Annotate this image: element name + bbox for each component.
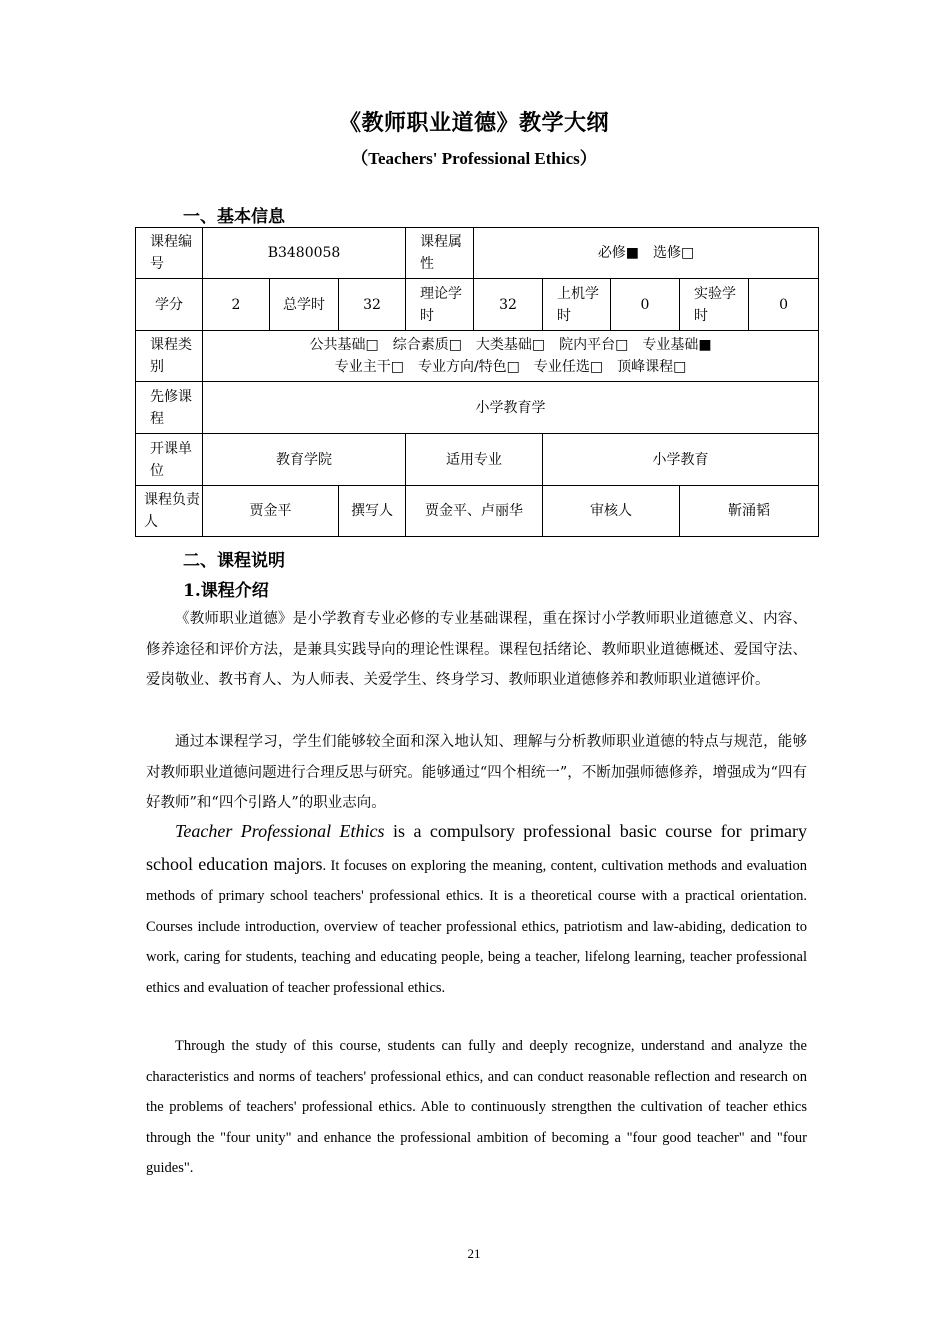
owner-label: 课程负责人 bbox=[136, 486, 203, 537]
basic-info-table bbox=[135, 227, 819, 537]
computer-hours-value: 0 bbox=[611, 279, 680, 331]
owner-value: 贾金平 bbox=[203, 486, 339, 537]
theory-hours-label: 理论学时 bbox=[406, 279, 474, 331]
category-line-2: 专业主干□ 专业方向/特色□ 专业任选□ 顶峰课程□ bbox=[334, 359, 687, 375]
subsection-course-intro-heading: 1.课程介绍 bbox=[183, 581, 269, 601]
lab-hours-label: 实验学时 bbox=[680, 279, 749, 331]
paragraph-en-1-lead: is a compulsory professional basic course for primary school education majors bbox=[146, 821, 807, 874]
reviewer-value: 靳涌韬 bbox=[680, 486, 819, 537]
course-code-value: B3480058 bbox=[203, 228, 406, 279]
writer-value: 贾金平、卢丽华 bbox=[406, 486, 543, 537]
paragraph-cn-1: 《教师职业道德》是小学教育专业必修的专业基础课程，重在探讨小学教师职业道德意义、内容、修养途径和评价方法，是兼具实践导向的理论性课程。课程包括绪论、教师职业道德概述、爱国守法、爱岗敬业、教书育人、为人师表、关爱学生、终身学习、教师职业道德修养和教师职业道德评价。 bbox=[146, 611, 807, 688]
lab-hours-value: 0 bbox=[749, 279, 819, 331]
paragraph-cn-2: 通过本课程学习，学生们能够较全面和深入地认知、理解与分析教师职业道德的特点与规范，能够对教师职业道德问题进行合理反思与研究。能够通过“四个相统一”，不断加强师德修养，增强成为“四有好教师”和“四个引路人”的职业志向。 bbox=[146, 734, 807, 811]
prereq-label: 先修课程 bbox=[136, 382, 203, 434]
paragraph-en-2: Through the study of this course, students can fully and deeply recognize, understand and analyze the characteristics and norms of teachers' professional ethics, and can conduct reasonable reflection and research on the problems of teachers' professional ethics. Able to continuously strengthen the cultivation of teacher ethics through the "four unity" and enhance the professional ambition of becoming a "four good teacher" and "four guides". bbox=[146, 1038, 807, 1176]
section-basic-info-heading: 一、基本信息 bbox=[183, 207, 285, 227]
theory-hours-value: 32 bbox=[474, 279, 543, 331]
category-label: 课程类别 bbox=[136, 331, 203, 382]
total-hours-value: 32 bbox=[339, 279, 406, 331]
major-value: 小学教育 bbox=[543, 434, 819, 486]
page-number: 21 bbox=[467, 1246, 481, 1261]
reviewer-label: 审核人 bbox=[543, 486, 680, 537]
page-subtitle: （Teachers' Professional Ethics） bbox=[351, 149, 597, 168]
course-attr-value: 必修■ 选修□ bbox=[474, 228, 819, 279]
course-code-label: 课程编号 bbox=[136, 228, 203, 279]
course-attr-label: 课程属性 bbox=[406, 228, 474, 279]
prereq-value: 小学教育学 bbox=[203, 382, 819, 434]
major-label: 适用专业 bbox=[406, 434, 543, 486]
total-hours-label: 总学时 bbox=[270, 279, 339, 331]
paragraph-en-1-rest: . It focuses on exploring the meaning, content, cultivation methods and evaluation methods of primary school teachers' professional ethics. It is a theoretical course with a practical orientation. Courses include introduction, overview of teacher professional ethics, patriotism and law-abiding, dedication to work, caring for students, teaching and educating people, being a teacher, lifelong learning, teacher professional ethics and evaluation of teacher professional ethics. bbox=[146, 857, 807, 996]
computer-hours-label: 上机学时 bbox=[543, 279, 611, 331]
paragraph-en-1 bbox=[146, 816, 807, 1003]
category-line-1: 公共基础□ 综合素质□ 大类基础□ 院内平台□ 专业基础■ bbox=[309, 337, 712, 353]
page-title: 《教师职业道德》教学大纲 bbox=[338, 110, 609, 136]
unit-value: 教育学院 bbox=[203, 434, 406, 486]
course-name-italic: Teacher Professional Ethics bbox=[175, 821, 385, 841]
credit-value: 2 bbox=[203, 279, 270, 331]
unit-label: 开课单位 bbox=[136, 434, 203, 486]
writer-label: 撰写人 bbox=[339, 486, 406, 537]
category-options bbox=[203, 331, 819, 382]
section-course-description-heading: 二、课程说明 bbox=[183, 551, 285, 571]
credit-label: 学分 bbox=[136, 279, 203, 331]
